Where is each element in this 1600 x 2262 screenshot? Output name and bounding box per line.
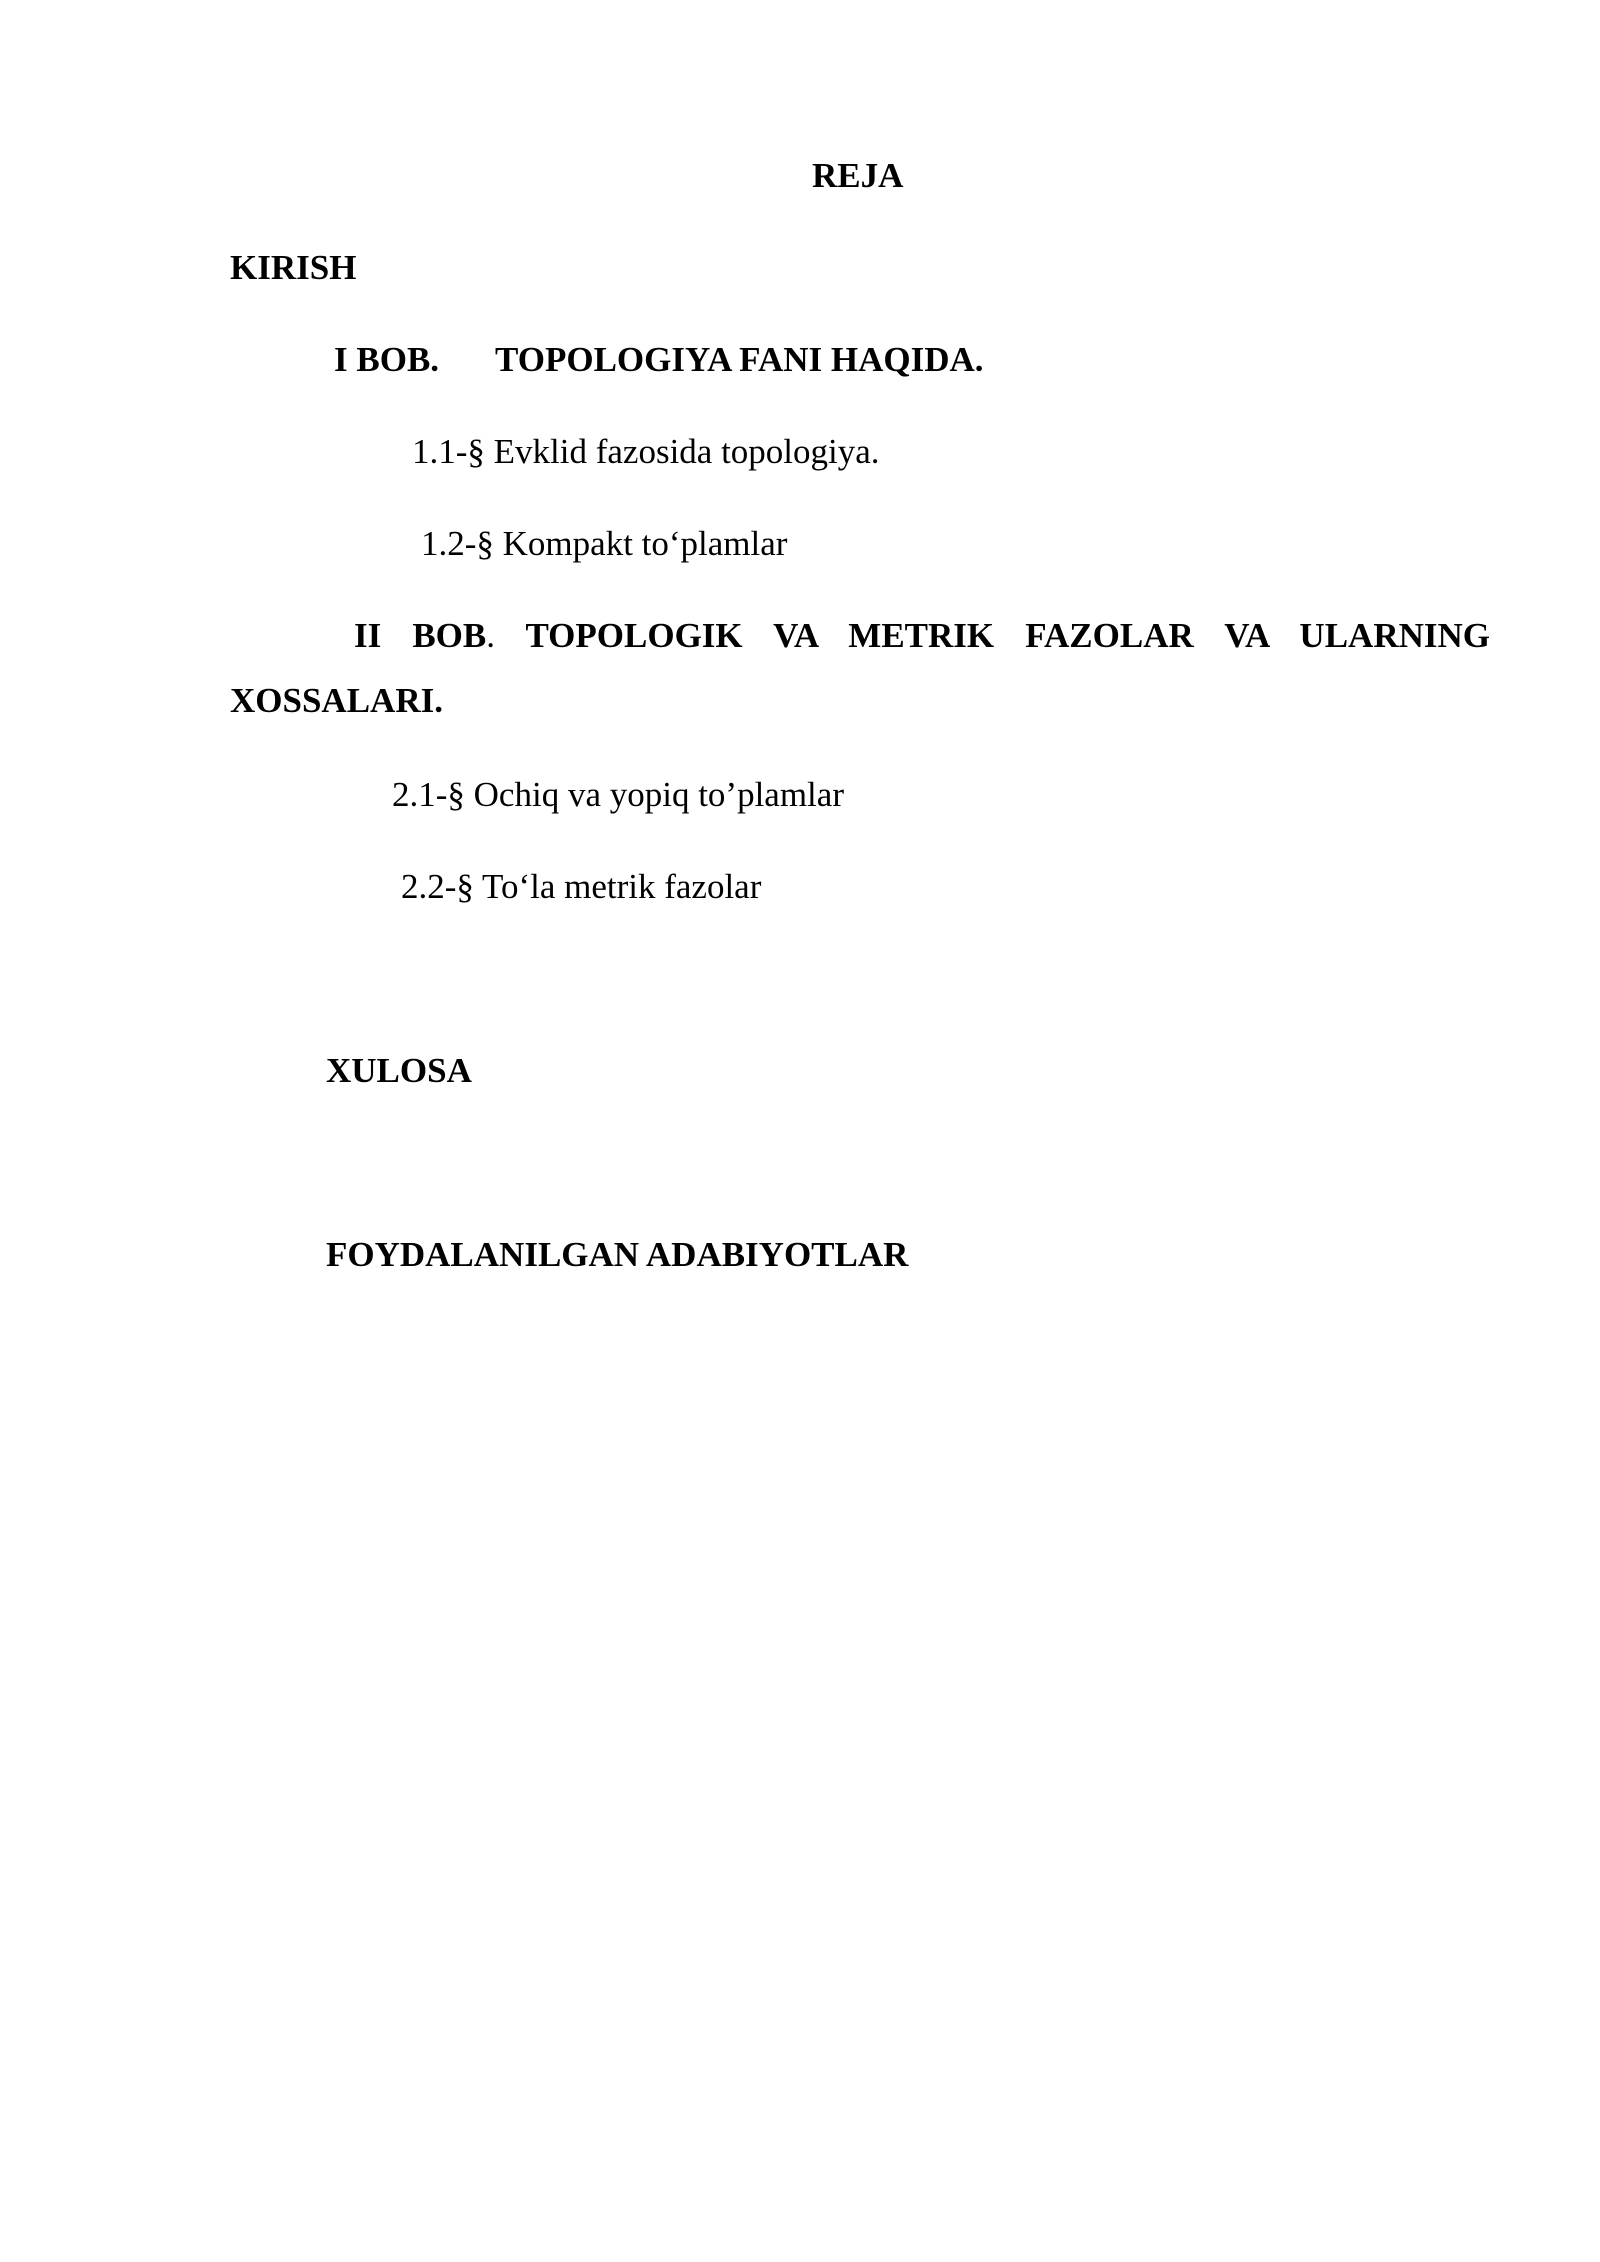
section-2-2: 2.2-§ To‘la metrik fazolar bbox=[401, 867, 762, 906]
page-title: REJA bbox=[812, 156, 904, 195]
intro-heading: KIRISH bbox=[230, 248, 357, 287]
section-1-2: 1.2-§ Kompakt to‘plamlar bbox=[421, 524, 788, 563]
section-1-1: 1.1-§ Evklid fazosida topologiya. bbox=[412, 432, 880, 471]
chapter1-title: TOPOLOGIYA FANI HAQIDA. bbox=[495, 340, 984, 379]
section-2-1: 2.1-§ Ochiq va yopiq to’plamlar bbox=[392, 775, 844, 814]
chapter2-title-line1: TOPOLOGIK VA METRIK FAZOLAR VA ULARNING bbox=[525, 616, 1490, 655]
references-heading: FOYDALANILGAN ADABIYOTLAR bbox=[326, 1235, 909, 1274]
chapter2-number-punct: . bbox=[486, 616, 495, 655]
chapter1-heading bbox=[334, 340, 984, 380]
chapter2-heading bbox=[230, 616, 1490, 656]
conclusion-heading: XULOSA bbox=[326, 1051, 472, 1090]
chapter1-number: I BOB. bbox=[334, 340, 440, 379]
chapter2-title-line2: XOSSALARI. bbox=[230, 681, 443, 720]
chapter2-number: II BOB bbox=[354, 616, 487, 655]
